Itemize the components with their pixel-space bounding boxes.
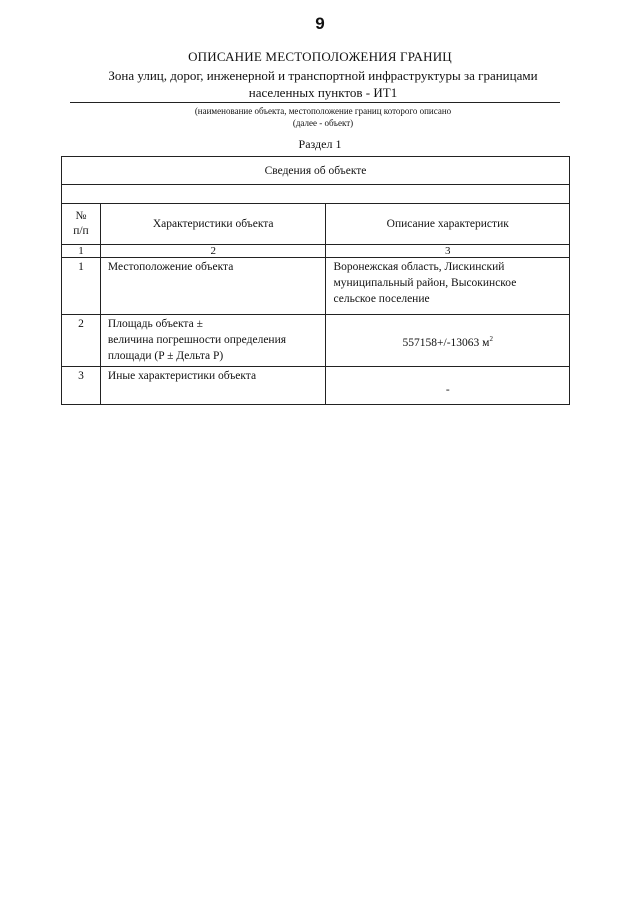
- table-row: [62, 258, 570, 315]
- header-description: Описание характеристик: [326, 204, 570, 245]
- header-number: [62, 204, 101, 245]
- column-index-row: [62, 245, 570, 258]
- object-name-line-1: Зона улиц, дорог, инженерной и транспортной инфраструктуры за границами: [108, 68, 538, 83]
- row-description: -: [326, 367, 570, 405]
- object-info-table: [61, 156, 570, 405]
- characteristic-line: величина погрешности определения: [107, 334, 287, 346]
- description-line: Воронежская область, Лискинский: [333, 261, 505, 273]
- document-heading: ОПИСАНИЕ МЕСТОПОЛОЖЕНИЯ ГРАНИЦ: [188, 49, 452, 64]
- row-characteristic: Иные характеристики объекта: [100, 367, 326, 405]
- object-name-line-2: населенных пунктов - ИТ1: [248, 85, 398, 100]
- object-name: [86, 67, 560, 101]
- column-index-3: 3: [326, 245, 570, 258]
- caption-line-2: (далее - объект): [292, 118, 354, 128]
- description-line: муниципальный район, Высокинское: [333, 277, 517, 289]
- table-row: [62, 315, 570, 367]
- table-row: [62, 367, 570, 405]
- column-index-2: 2: [100, 245, 326, 258]
- column-index-1: 1: [62, 245, 101, 258]
- characteristic-line: Площадь объекта ±: [107, 318, 203, 330]
- row-number: 3: [62, 367, 101, 405]
- header-number-abbrev: п/п: [73, 225, 89, 237]
- object-caption: [86, 105, 560, 129]
- page-number: 9: [315, 14, 325, 33]
- row-number: 1: [62, 258, 101, 315]
- caption-line-1: (наименование объекта, местоположение границ которого описано: [194, 106, 452, 116]
- characteristic-line: площади (P ± Дельта P): [107, 350, 224, 362]
- area-unit-exponent: 2: [489, 334, 493, 343]
- section-title: Раздел 1: [298, 137, 342, 151]
- table-caption: Сведения об объекте: [62, 157, 570, 185]
- object-name-underline: [70, 102, 560, 103]
- table-header-row: [62, 204, 570, 245]
- description-line: сельское поселение: [333, 293, 430, 305]
- header-number-sign: №: [75, 210, 87, 222]
- row-characteristic: [100, 315, 326, 367]
- row-description: [326, 315, 570, 367]
- area-value: 557158+/-13063 м: [402, 336, 490, 349]
- row-number: 2: [62, 315, 101, 367]
- table-empty-row: [62, 185, 570, 204]
- header-characteristics: Характеристики объекта: [100, 204, 326, 245]
- row-characteristic: Местоположение объекта: [100, 258, 326, 315]
- row-description: [326, 258, 570, 315]
